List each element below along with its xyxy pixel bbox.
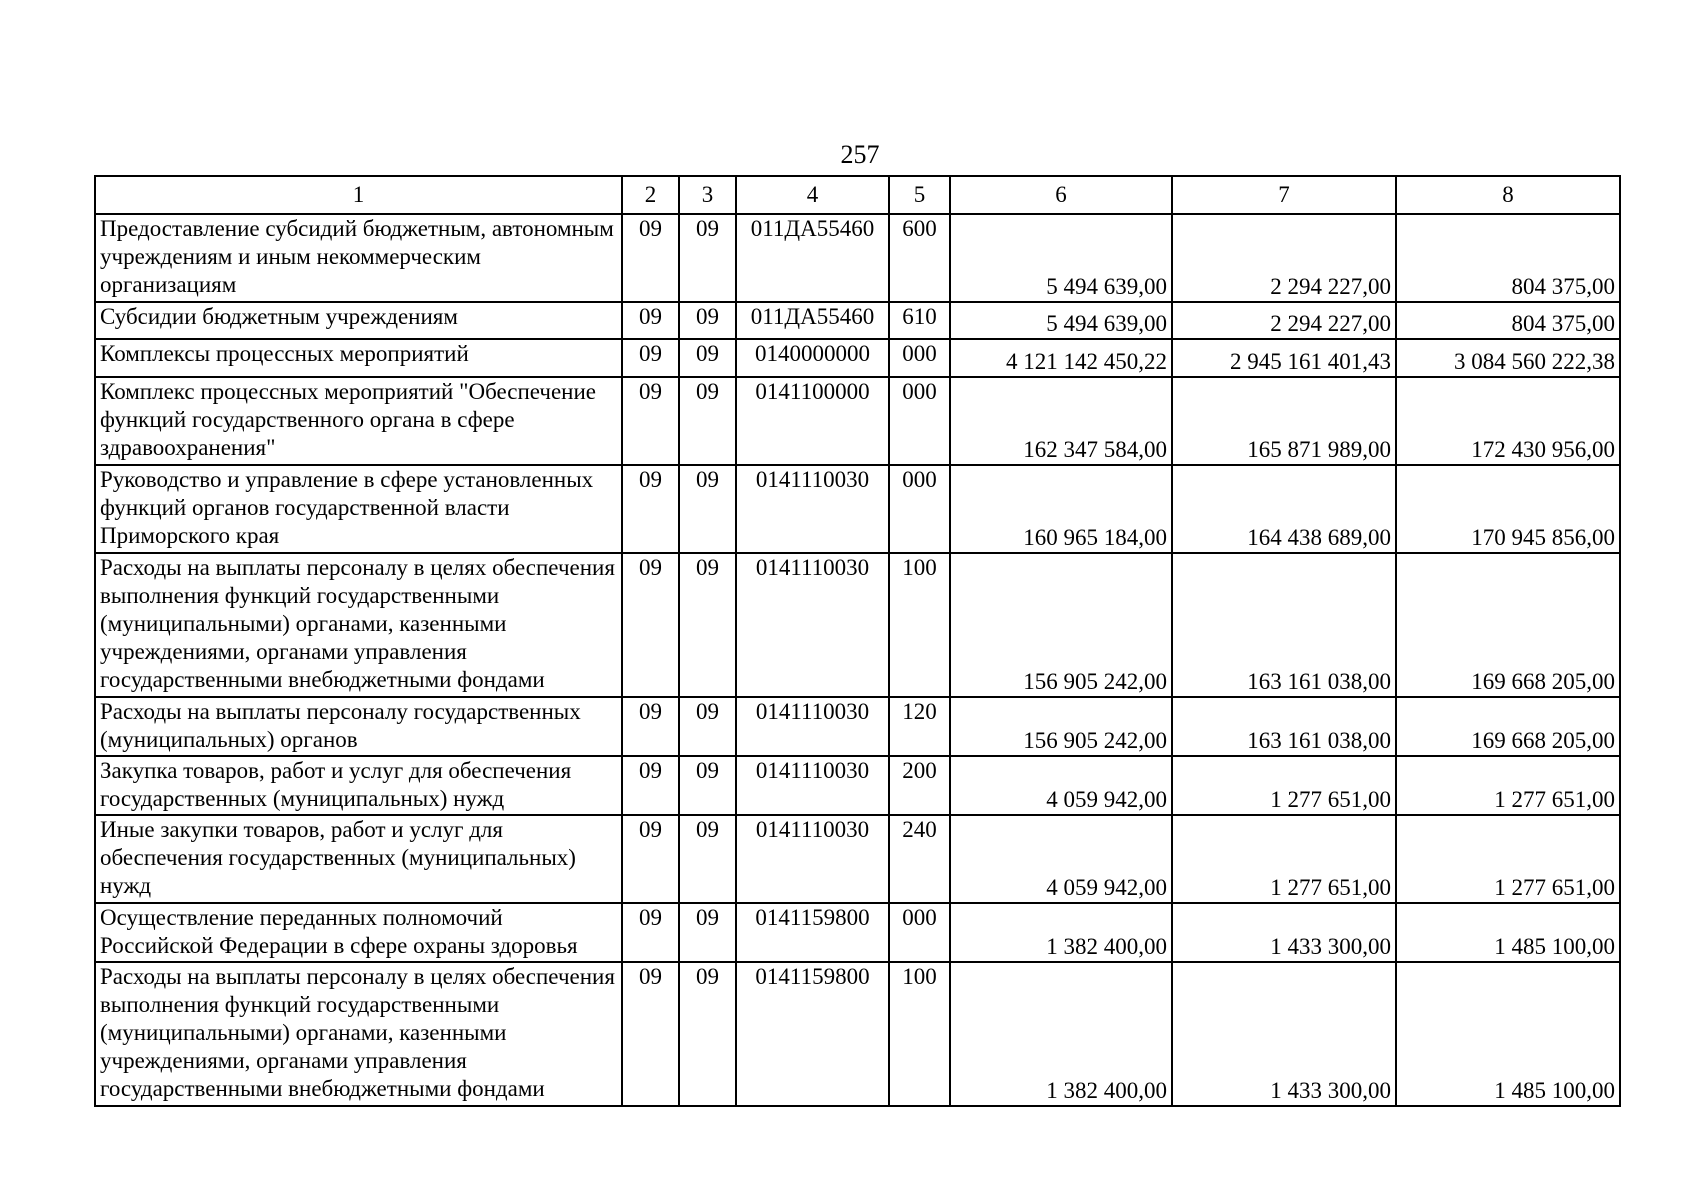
column-header: 2	[622, 176, 679, 214]
table-row	[95, 903, 1620, 962]
row-code-2: 09	[622, 302, 679, 339]
row-amount-8: 804 375,00	[1396, 214, 1620, 302]
row-code-3: 09	[679, 962, 736, 1106]
table-row	[95, 553, 1620, 697]
row-amount-6: 4 059 942,00	[950, 756, 1172, 815]
row-code-2: 09	[622, 377, 679, 465]
row-amount-7: 2 294 227,00	[1172, 214, 1396, 302]
row-code-5: 000	[889, 903, 950, 962]
row-amount-7: 1 433 300,00	[1172, 962, 1396, 1106]
row-name: Предоставление субсидий бюджетным, автономным учреждениям и иным некоммерческим организациям	[95, 214, 622, 302]
row-amount-8: 3 084 560 222,38	[1396, 339, 1620, 377]
row-code-2: 09	[622, 465, 679, 553]
page-number: 257	[840, 140, 880, 169]
row-code-2: 09	[622, 697, 679, 756]
row-code-4: 0141100000	[736, 377, 889, 465]
row-amount-7: 165 871 989,00	[1172, 377, 1396, 465]
row-amount-7: 2 945 161 401,43	[1172, 339, 1396, 377]
table-row	[95, 465, 1620, 553]
row-amount-6: 1 382 400,00	[950, 903, 1172, 962]
row-code-5: 100	[889, 553, 950, 697]
row-amount-8: 1 277 651,00	[1396, 756, 1620, 815]
row-code-3: 09	[679, 903, 736, 962]
table-row	[95, 756, 1620, 815]
row-code-5: 000	[889, 339, 950, 377]
row-amount-7: 1 277 651,00	[1172, 756, 1396, 815]
row-amount-8: 1 485 100,00	[1396, 903, 1620, 962]
row-amount-7: 1 277 651,00	[1172, 815, 1396, 903]
row-amount-6: 4 121 142 450,22	[950, 339, 1172, 377]
row-code-4: 0141110030	[736, 465, 889, 553]
row-code-4: 0141159800	[736, 903, 889, 962]
row-code-5: 600	[889, 214, 950, 302]
row-amount-7: 1 433 300,00	[1172, 903, 1396, 962]
row-amount-8: 1 485 100,00	[1396, 962, 1620, 1106]
row-name: Расходы на выплаты персоналу в целях обеспечения выполнения функций государственными (муниципальными) органами, казенными учреждениями, органами управления государственными внебюджетными фондами	[95, 962, 622, 1106]
row-amount-6: 160 965 184,00	[950, 465, 1172, 553]
row-code-2: 09	[622, 962, 679, 1106]
row-code-5: 000	[889, 377, 950, 465]
row-amount-7: 163 161 038,00	[1172, 553, 1396, 697]
row-amount-7: 2 294 227,00	[1172, 302, 1396, 339]
table-row	[95, 962, 1620, 1106]
row-code-3: 09	[679, 302, 736, 339]
row-code-2: 09	[622, 553, 679, 697]
row-code-4: 011ДА55460	[736, 302, 889, 339]
row-code-3: 09	[679, 815, 736, 903]
row-name: Иные закупки товаров, работ и услуг для обеспечения государственных (муниципальных) нужд	[95, 815, 622, 903]
row-code-3: 09	[679, 697, 736, 756]
row-code-5: 100	[889, 962, 950, 1106]
row-amount-6: 156 905 242,00	[950, 553, 1172, 697]
row-amount-8: 169 668 205,00	[1396, 553, 1620, 697]
row-code-5: 120	[889, 697, 950, 756]
column-header: 1	[95, 176, 622, 214]
header-row	[95, 176, 1620, 214]
column-header: 5	[889, 176, 950, 214]
row-code-4: 011ДА55460	[736, 214, 889, 302]
row-amount-8: 1 277 651,00	[1396, 815, 1620, 903]
column-header: 3	[679, 176, 736, 214]
row-name: Осуществление переданных полномочий Российской Федерации в сфере охраны здоровья	[95, 903, 622, 962]
row-amount-8: 172 430 956,00	[1396, 377, 1620, 465]
row-code-4: 0141159800	[736, 962, 889, 1106]
table-body	[95, 214, 1620, 1106]
row-code-5: 610	[889, 302, 950, 339]
column-header: 4	[736, 176, 889, 214]
table-row	[95, 302, 1620, 339]
row-amount-6: 162 347 584,00	[950, 377, 1172, 465]
row-code-3: 09	[679, 465, 736, 553]
row-code-5: 000	[889, 465, 950, 553]
row-amount-6: 4 059 942,00	[950, 815, 1172, 903]
row-name: Комплексы процессных мероприятий	[95, 339, 622, 377]
row-name: Комплекс процессных мероприятий "Обеспечение функций государственного органа в сфере здравоохранения"	[95, 377, 622, 465]
row-code-3: 09	[679, 339, 736, 377]
row-amount-7: 164 438 689,00	[1172, 465, 1396, 553]
table-row	[95, 339, 1620, 377]
row-code-4: 0141110030	[736, 697, 889, 756]
budget-table	[94, 175, 1621, 1107]
row-code-4: 0141110030	[736, 756, 889, 815]
row-code-2: 09	[622, 756, 679, 815]
row-code-4: 0141110030	[736, 553, 889, 697]
row-code-2: 09	[622, 214, 679, 302]
row-code-4: 0140000000	[736, 339, 889, 377]
row-code-3: 09	[679, 553, 736, 697]
row-amount-8: 169 668 205,00	[1396, 697, 1620, 756]
row-name: Расходы на выплаты персоналу в целях обеспечения выполнения функций государственными (муниципальными) органами, казенными учреждениями, органами управления государственными внебюджетными фондами	[95, 553, 622, 697]
row-code-3: 09	[679, 214, 736, 302]
row-name: Расходы на выплаты персоналу государственных (муниципальных) органов	[95, 697, 622, 756]
table-row	[95, 377, 1620, 465]
row-code-3: 09	[679, 756, 736, 815]
column-header: 8	[1396, 176, 1620, 214]
table-row	[95, 697, 1620, 756]
row-code-4: 0141110030	[736, 815, 889, 903]
row-name: Руководство и управление в сфере установленных функций органов государственной власти Приморского края	[95, 465, 622, 553]
row-amount-7: 163 161 038,00	[1172, 697, 1396, 756]
row-amount-6: 1 382 400,00	[950, 962, 1172, 1106]
column-header: 6	[950, 176, 1172, 214]
row-code-5: 240	[889, 815, 950, 903]
row-name: Закупка товаров, работ и услуг для обеспечения государственных (муниципальных) нужд	[95, 756, 622, 815]
row-code-3: 09	[679, 377, 736, 465]
row-amount-8: 804 375,00	[1396, 302, 1620, 339]
row-code-2: 09	[622, 903, 679, 962]
row-amount-6: 5 494 639,00	[950, 302, 1172, 339]
table-row	[95, 214, 1620, 302]
row-amount-8: 170 945 856,00	[1396, 465, 1620, 553]
table-row	[95, 815, 1620, 903]
row-amount-6: 5 494 639,00	[950, 214, 1172, 302]
row-name: Субсидии бюджетным учреждениям	[95, 302, 622, 339]
column-header: 7	[1172, 176, 1396, 214]
row-code-2: 09	[622, 815, 679, 903]
row-code-5: 200	[889, 756, 950, 815]
row-amount-6: 156 905 242,00	[950, 697, 1172, 756]
row-code-2: 09	[622, 339, 679, 377]
